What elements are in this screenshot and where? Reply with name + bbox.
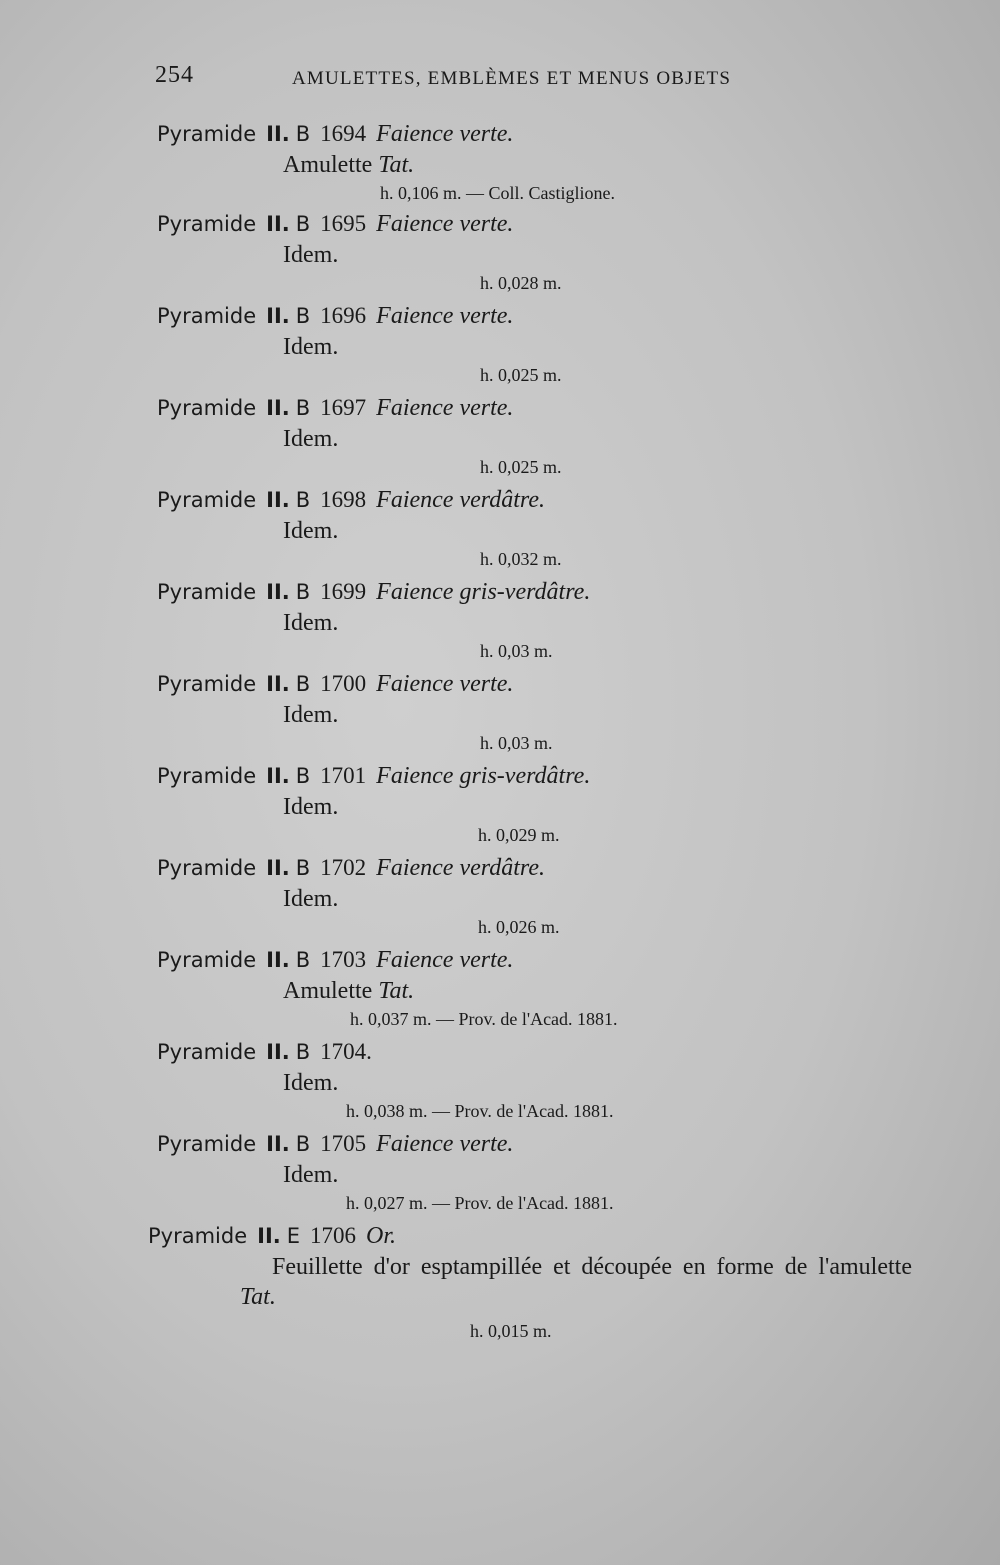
entry-label: Pyramide: [157, 1040, 257, 1064]
description-text: Idem.: [283, 334, 339, 360]
entry-heading: [157, 944, 1000, 976]
entry-measurement: h. 0,037 m. — Prov. de l'Acad. 1881.: [350, 1009, 618, 1029]
catalogue-entry: [0, 852, 1000, 940]
entry-series: II.: [266, 856, 290, 880]
entry-series: II.: [257, 1224, 281, 1248]
entry-letter: B: [295, 580, 311, 604]
entry-measurement: h. 0,038 m. — Prov. de l'Acad. 1881.: [346, 1101, 614, 1121]
description-text: Idem.: [283, 518, 339, 544]
entry-label: Pyramide: [157, 672, 257, 696]
entry-letter: B: [295, 488, 311, 512]
entry-letter: B: [295, 1132, 311, 1156]
entry-number: 1703: [320, 947, 367, 972]
entry-description: [283, 792, 1000, 822]
entry-letter: B: [295, 856, 311, 880]
catalogue-entry: [0, 300, 1000, 388]
entry-number: 1700: [320, 671, 367, 696]
entry-series: II.: [266, 672, 290, 696]
entry-letter: B: [295, 948, 311, 972]
description-text: Feuillette d'or esptampillée et découpée en forme de l'amulette: [272, 1254, 912, 1280]
entry-number: 1699: [320, 579, 367, 604]
catalogue-entry: [0, 392, 1000, 480]
description-text: Idem.: [283, 610, 339, 636]
catalogue-entry: [0, 576, 1000, 664]
entry-measurement: h. 0,027 m. — Prov. de l'Acad. 1881.: [346, 1193, 614, 1213]
catalogue-entry: [0, 484, 1000, 572]
catalogue-entry: [0, 760, 1000, 848]
catalogue-entry: [0, 1220, 1000, 1344]
entry-description: [283, 516, 1000, 546]
description-italic: Tat.: [378, 152, 415, 178]
description-text: Idem.: [283, 242, 339, 268]
running-title: AMULETTES, EMBLÈMES ET MENUS OBJETS: [292, 68, 732, 89]
entry-series: II.: [266, 212, 290, 236]
entry-material: Faience gris-verdâtre.: [376, 579, 591, 605]
entry-description: [283, 424, 1000, 454]
entry-label: Pyramide: [157, 122, 257, 146]
entry-number: 1704.: [320, 1039, 372, 1064]
description-text: Idem.: [283, 426, 339, 452]
entry-number: 1698: [320, 487, 367, 512]
page-number: 254: [155, 62, 194, 88]
entry-heading: [157, 576, 1000, 608]
entry-measurement: h. 0,015 m.: [470, 1321, 552, 1341]
entry-material: Or.: [366, 1223, 397, 1249]
entry-series: II.: [266, 580, 290, 604]
entry-label: Pyramide: [157, 764, 257, 788]
entry-number: 1695: [320, 211, 367, 236]
entry-description: [283, 884, 1000, 914]
entry-series: II.: [266, 304, 290, 328]
entry-material: Faience verte.: [376, 1131, 514, 1157]
entry-heading: [157, 484, 1000, 516]
entry-heading: [157, 668, 1000, 700]
entry-description: [283, 150, 1000, 180]
entry-description: [283, 700, 1000, 730]
entry-description: [283, 608, 1000, 638]
catalogue-entry: [0, 208, 1000, 296]
entry-number: 1706: [310, 1223, 357, 1248]
entry-series: II.: [266, 396, 290, 420]
entry-label: Pyramide: [157, 212, 257, 236]
description-text: Amulette: [283, 152, 379, 178]
entry-series: II.: [266, 1040, 290, 1064]
description-text: Idem.: [283, 1070, 339, 1096]
entry-heading: [157, 852, 1000, 884]
entry-measurement: h. 0,026 m.: [478, 917, 560, 937]
entry-material: Faience verte.: [376, 395, 514, 421]
entry-label: Pyramide: [157, 396, 257, 420]
entry-number: 1701: [320, 763, 367, 788]
description-text: Idem.: [283, 702, 339, 728]
entry-number: 1696: [320, 303, 367, 328]
entry-label: Pyramide: [157, 304, 257, 328]
entry-material: Faience verdâtre.: [376, 855, 545, 881]
entry-series: II.: [266, 122, 290, 146]
entry-heading: [157, 118, 1000, 150]
catalogue-entries: [0, 118, 1000, 1344]
entry-heading: [157, 760, 1000, 792]
entry-measurement: h. 0,106 m. — Coll. Castiglione.: [380, 183, 616, 203]
entry-series: II.: [266, 948, 290, 972]
entry-letter: B: [295, 764, 311, 788]
catalogue-entry: [0, 944, 1000, 1032]
entry-description: [283, 332, 1000, 362]
entry-measurement: h. 0,032 m.: [480, 549, 562, 569]
entry-measurement: h. 0,028 m.: [480, 273, 562, 293]
entry-heading: [157, 392, 1000, 424]
entry-series: II.: [266, 488, 290, 512]
description-text: Idem.: [283, 1162, 339, 1188]
entry-measurement: h. 0,025 m.: [480, 457, 562, 477]
catalogue-entry: [0, 118, 1000, 206]
entry-letter: B: [295, 122, 311, 146]
entry-heading: [157, 208, 1000, 240]
catalogue-entry: [0, 668, 1000, 756]
entry-number: 1694: [320, 121, 367, 146]
entry-heading: [157, 300, 1000, 332]
entry-label: Pyramide: [148, 1224, 248, 1248]
entry-material: Faience verte.: [376, 211, 514, 237]
entry-letter: B: [295, 212, 311, 236]
entry-heading: [157, 1128, 1000, 1160]
description-italic: Tat.: [240, 1284, 276, 1310]
entry-description: [283, 1160, 1000, 1190]
entry-series: II.: [266, 764, 290, 788]
entry-material: Faience gris-verdâtre.: [376, 763, 591, 789]
entry-letter: E: [286, 1224, 301, 1248]
entry-number: 1705: [320, 1131, 367, 1156]
entry-number: 1697: [320, 395, 367, 420]
entry-material: Faience verdâtre.: [376, 487, 545, 513]
entry-heading: [157, 1036, 1000, 1068]
entry-label: Pyramide: [157, 856, 257, 880]
entry-label: Pyramide: [157, 948, 257, 972]
entry-description: [283, 976, 1000, 1006]
entry-label: Pyramide: [157, 1132, 257, 1156]
entry-number: 1702: [320, 855, 367, 880]
entry-measurement: h. 0,03 m.: [480, 641, 553, 661]
description-italic: Tat.: [378, 978, 415, 1004]
entry-measurement: h. 0,025 m.: [480, 365, 562, 385]
catalogue-entry: [0, 1128, 1000, 1216]
entry-letter: B: [295, 672, 311, 696]
entry-description: [240, 1252, 912, 1312]
entry-label: Pyramide: [157, 580, 257, 604]
description-text: Amulette: [283, 978, 379, 1004]
page-header: [155, 62, 795, 102]
entry-letter: B: [295, 1040, 311, 1064]
description-text: Idem.: [283, 886, 339, 912]
entry-letter: B: [295, 304, 311, 328]
entry-measurement: h. 0,029 m.: [478, 825, 560, 845]
entry-label: Pyramide: [157, 488, 257, 512]
entry-material: Faience verte.: [376, 947, 514, 973]
entry-description: [283, 240, 1000, 270]
entry-heading: [148, 1220, 1000, 1252]
entry-letter: B: [295, 396, 311, 420]
entry-measurement: h. 0,03 m.: [480, 733, 553, 753]
entry-material: Faience verte.: [376, 671, 514, 697]
entry-material: Faience verte.: [376, 121, 514, 147]
description-text: Idem.: [283, 794, 339, 820]
entry-series: II.: [266, 1132, 290, 1156]
catalogue-entry: [0, 1036, 1000, 1124]
entry-material: Faience verte.: [376, 303, 514, 329]
entry-description: [283, 1068, 1000, 1098]
